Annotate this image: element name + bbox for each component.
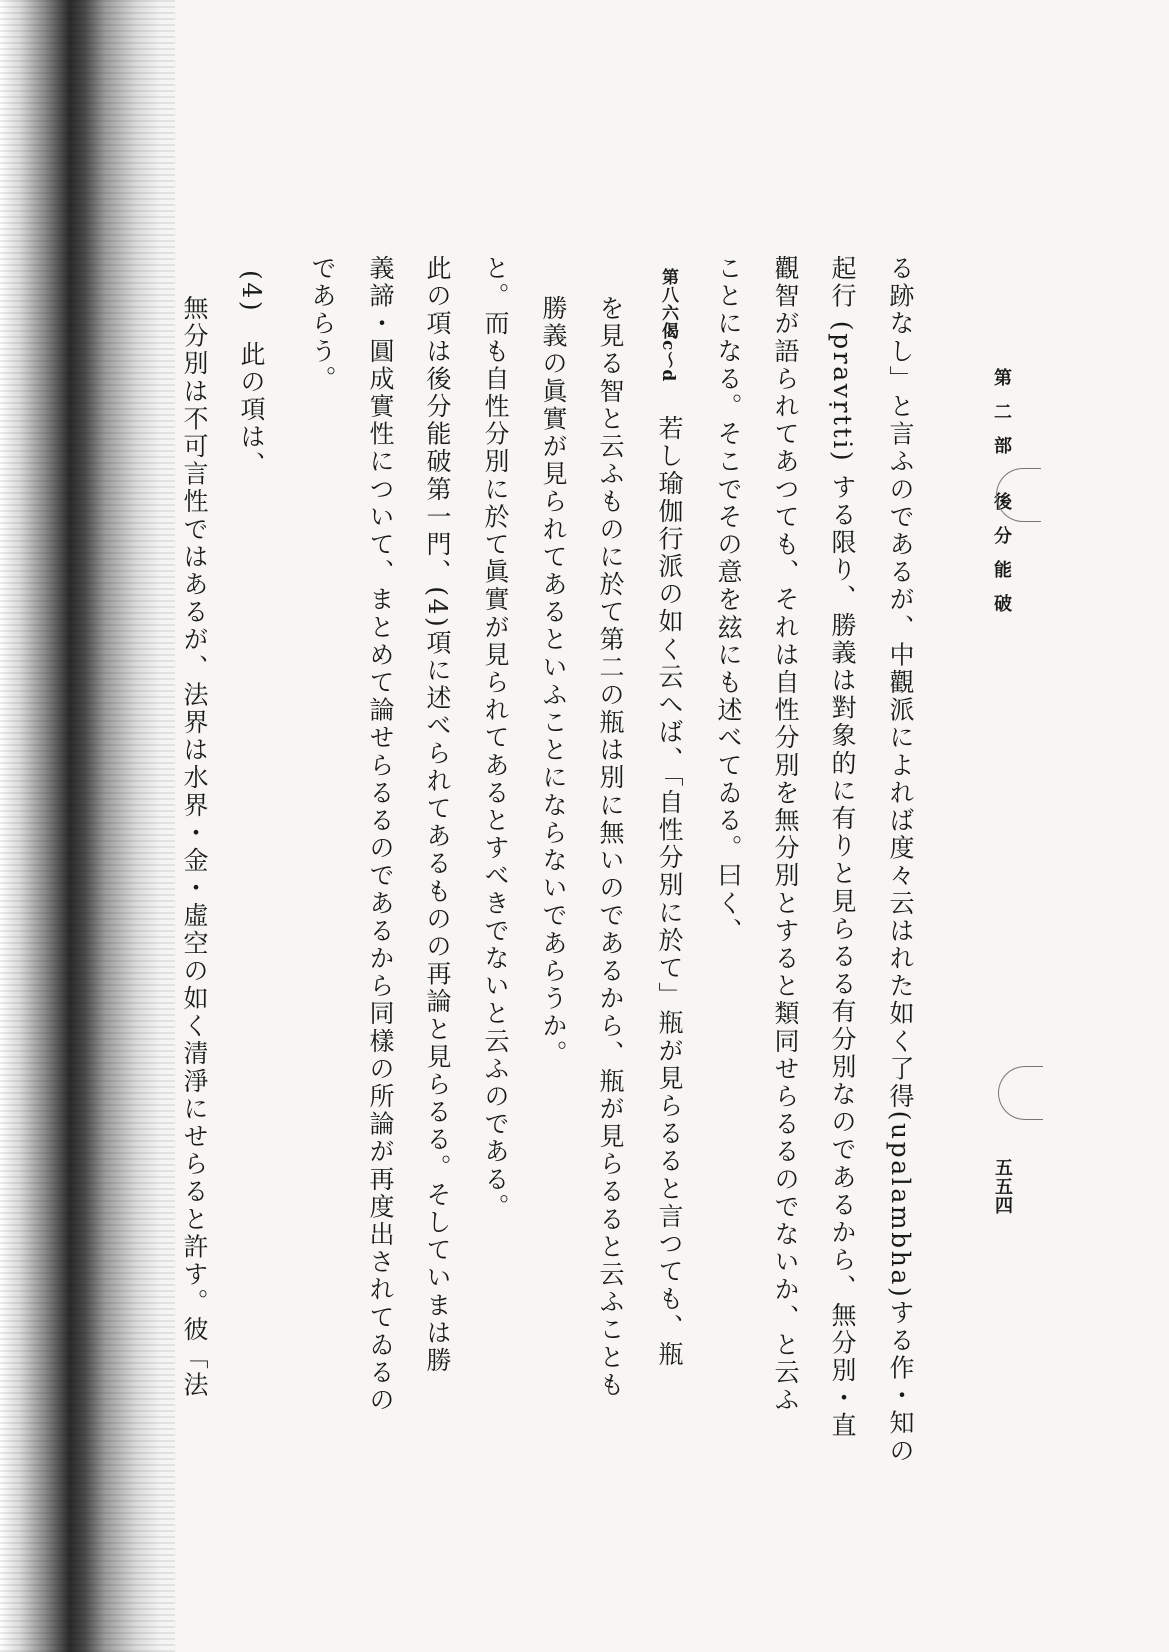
running-title: 第二部 後分能破 (991, 368, 1012, 629)
text-line: 義諦・圓成實性について、まとめて論せらるるのであるから同樣の所論が再度出されてゐるの (366, 255, 395, 1415)
text-line: 起行 (pravṛtti) する限り、勝義は對象的に有りと見らるる有分別なのであるから、無分別・直 (828, 255, 857, 1440)
book-binding-shadow (0, 0, 175, 1652)
text-line: 此の項は後分能破第一門、(4)項に述べられてあるものの再論と見らるる。そしていまは勝 (423, 255, 452, 1375)
binder-hole-mark (998, 1066, 1043, 1120)
text-line: ことになる。そこでその意を玆にも述べてゐる。曰く、 (714, 255, 743, 945)
text-line: る跡なし」と言ふのであるが、中觀派によれば度々云はれた如く了得(upalambha)する作・知の (886, 255, 915, 1465)
page-number: 五五四 (992, 1158, 1013, 1215)
text-line: 無分別は不可言性ではあるが、法界は水界・金・虛空の如く清淨にせらると許す。彼「法 (180, 295, 209, 1399)
text-line: 若し瑜伽行派の如く云へば、「自性分別に於て」瓶が見らるると言つても、瓶 (655, 415, 684, 1369)
text-line: を見る智と云ふものに於て第二の瓶は別に無いのであるから、瓶が見らるると云ふことも (596, 295, 625, 1399)
text-line: (4) 此の項は、 (237, 270, 266, 479)
binder-hole-mark (996, 468, 1041, 522)
text-line: であらう。 (308, 255, 337, 393)
text-line: 觀智が語られてあつても、それは自性分別を無分別とすると類同せらるるのでないか、と云ふ (771, 255, 800, 1415)
text-line: 勝義の眞實が見られてあるといふことにならないであらうか。 (539, 295, 568, 1068)
verse-reference: 第八六偈c～d (658, 268, 678, 383)
text-line: と。而も自性分別に於て眞實が見られてあるとすべきでないと云ふのである。 (481, 255, 510, 1221)
